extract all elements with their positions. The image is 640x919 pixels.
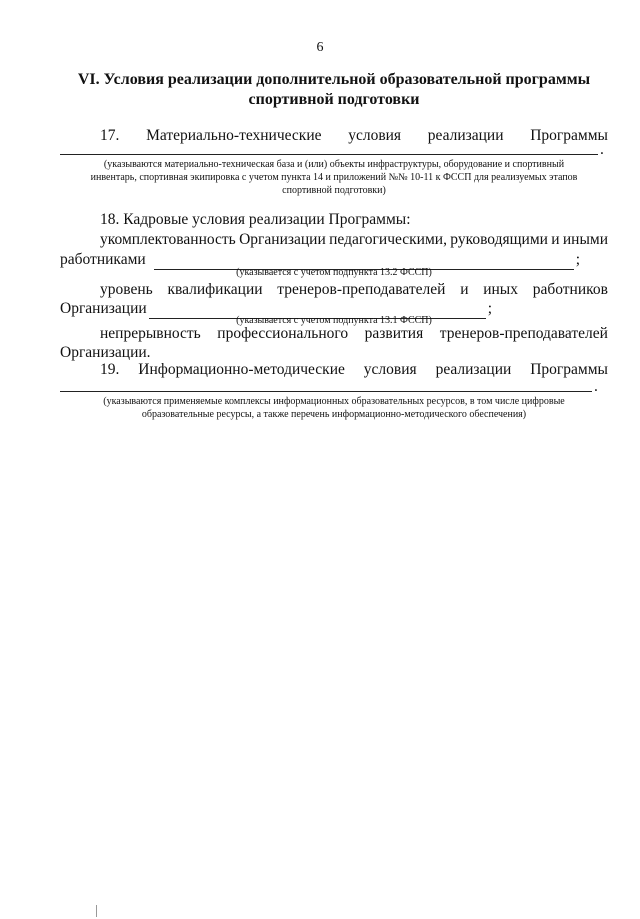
item-17-note-line-3: спортивной подготовки): [282, 185, 386, 196]
development-word: непрерывность: [100, 325, 201, 342]
item-19-fill-line: [60, 391, 592, 392]
qualification-word: тренеров-преподавателей: [277, 281, 446, 298]
item-17-number: 17.: [100, 127, 120, 144]
staffing-tail-label: работниками: [60, 251, 146, 268]
item-18-qualification-line: [100, 280, 608, 300]
item-19-note-line-2: образовательные ресурсы, а также перечень информационно-методического обеспечения): [141, 409, 527, 420]
item-17-word: Материально-технические: [146, 127, 322, 144]
item-17-word: реализации: [427, 127, 504, 144]
item-19-note-line-1: (указываются применяемые комплексы информационных образовательных ресурсов, в том числе цифровые: [103, 396, 565, 407]
item-17-end-dot: .: [600, 141, 604, 158]
item-17-line: [100, 126, 608, 146]
item-19-word: реализации: [435, 361, 512, 378]
item-17-word: условия: [348, 127, 402, 144]
section-title-line-2: спортивной подготовки: [248, 91, 420, 108]
qualification-word: иных: [483, 281, 518, 298]
item-19-word: Информационно-методические: [138, 361, 345, 378]
staffing-word: иными: [562, 231, 608, 248]
item-19-line: [100, 360, 608, 380]
qualification-word: квалификации: [167, 281, 263, 298]
item-18-staffing-line: [100, 230, 608, 250]
item-19-note: [60, 395, 608, 421]
item-18-development-tail: Организации.: [60, 344, 151, 361]
item-17-word: Программы: [530, 127, 608, 144]
staffing-word: и: [551, 231, 560, 248]
item-18-development-line: [100, 324, 608, 344]
item-19-word: условия: [363, 361, 417, 378]
section-title: [60, 70, 608, 110]
qualification-word: уровень: [100, 281, 153, 298]
item-17-fill-line: [60, 154, 598, 155]
item-19-word: Программы: [530, 361, 608, 378]
development-word: тренеров-преподавателей: [439, 325, 608, 342]
staffing-word: укомплектованность: [100, 231, 236, 248]
item-18-heading: 18. Кадровые условия реализации Программы:: [100, 211, 411, 228]
qualification-word: и: [460, 281, 469, 298]
page-number: 6: [316, 40, 324, 55]
qualification-word: работников: [532, 281, 608, 298]
item-17-note-line-1: (указываются материально-техническая база и (или) объекты инфраструктуры, оборудование и спортивный: [103, 159, 565, 170]
item-19-number: 19.: [100, 361, 120, 378]
qualification-note: (указывается с учетом подпункта 13.1 ФССП): [236, 315, 432, 326]
qualification-end: ;: [487, 300, 492, 317]
development-word: профессионального: [217, 325, 349, 342]
item-19-end-dot: .: [594, 378, 598, 395]
staffing-word: Организации: [239, 231, 326, 248]
staffing-word: педагогическими,: [329, 231, 447, 248]
staffing-word: руководящими: [450, 231, 548, 248]
staffing-end: ;: [575, 251, 580, 268]
staffing-note: (указывается с учетом подпункта 13.2 ФССП): [236, 267, 432, 278]
section-title-line-1: VI. Условия реализации дополнительной образовательной программы: [77, 71, 591, 88]
item-17-note-line-2: инвентарь, спортивная экипировка с учетом пункта 14 и приложений №№ 10-11 к ФССП для реализуемых этапов: [90, 172, 578, 183]
item-17-note: [60, 158, 608, 197]
qualification-tail-label: Организации: [60, 300, 147, 317]
scan-edge-mark: [96, 905, 97, 917]
development-word: развития: [364, 325, 424, 342]
